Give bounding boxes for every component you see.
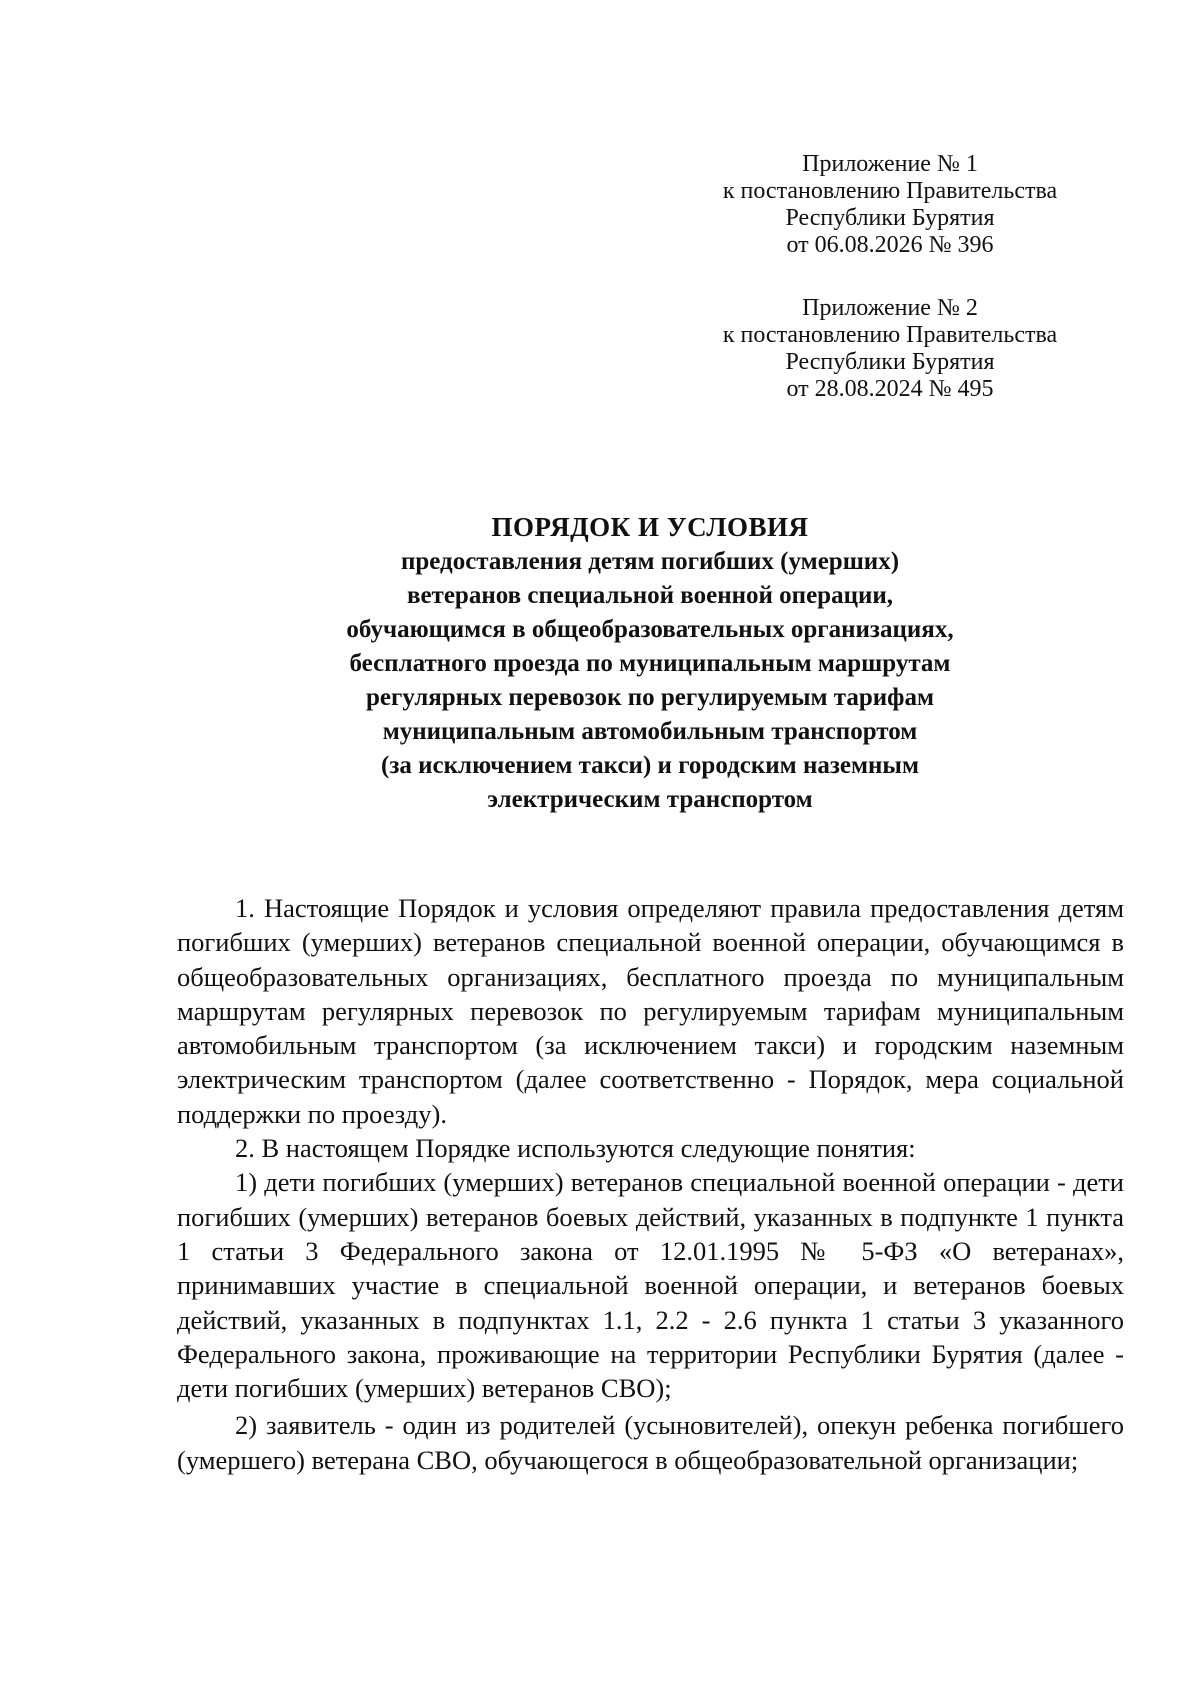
paragraph-2: 2. В настоящем Порядке используются следующие понятия: bbox=[235, 1133, 916, 1164]
annex-1-republic: Республики Бурятия bbox=[785, 205, 995, 231]
title-line: предоставления детям погибших (умерших) bbox=[400, 548, 900, 575]
annex-2-resolution: к постановлению Правительства bbox=[722, 322, 1058, 348]
document-body bbox=[177, 891, 1124, 1477]
title-line: (за исключением такси) и городским наземным bbox=[381, 752, 919, 779]
title-line: ветеранов специальной военной операции, bbox=[406, 582, 894, 609]
annex-1-date: от 06.08.2026 № 396 bbox=[786, 232, 994, 258]
title-main: ПОРЯДОК И УСЛОВИЯ bbox=[491, 512, 809, 542]
document-title bbox=[250, 509, 1050, 817]
title-line: регулярных перевозок по регулируемым тарифам bbox=[365, 684, 934, 711]
title-line: муниципальным автомобильным транспортом bbox=[382, 718, 918, 745]
annex-1-header bbox=[700, 151, 1080, 259]
paragraph-1: 1. Настоящие Порядок и условия определяют правила предоставления детям погибших (умерших) ветеранов специальной военной операции, обучающимся в общеобразовательных организациях, бесплатного проезда по муниципальным маршрутам регулярных перевозок по регулируемым тарифам муниципальным автомобильным транспортом (за исключением такси) и городским наземным электрическим транспортом (далее соответственно - Порядок, мера социальной поддержки по проезду). bbox=[177, 893, 1124, 1129]
title-line: обучающимся в общеобразовательных организациях, bbox=[346, 616, 954, 643]
paragraph-definition-1: 1) дети погибших (умерших) ветеранов специальной военной операции - дети погибших (умерших) ветеранов боевых действий, указанных в подпункте 1 пункта 1 статьи 3 Федерального закона от 12.01.1995 № 5-ФЗ «О ветеранах», принимавших участие в специальной военной операции, и ветеранов боевых действий, указанных в подпунктах 1.1, 2.2 - 2.6 пункта 1 статьи 3 указанного Федерального закона, проживающие на территории Республики Бурятия (далее - дети погибших (умерших) ветеранов СВО); bbox=[177, 1167, 1124, 1404]
title-line: электрическим транспортом bbox=[487, 786, 813, 813]
annex-2-date: от 28.08.2024 № 495 bbox=[786, 376, 994, 402]
annex-1-resolution: к постановлению Правительства bbox=[722, 178, 1058, 204]
paragraph-definition-2: 2) заявитель - один из родителей (усыновителей), опекун ребенка погибшего (умершего) ветерана СВО, обучающегося в общеобразовательной организации; bbox=[177, 1410, 1124, 1475]
annex-2-republic: Республики Бурятия bbox=[785, 349, 995, 375]
title-line: бесплатного проезда по муниципальным маршрутам bbox=[349, 650, 951, 677]
annex-1-number: Приложение № 1 bbox=[802, 151, 978, 177]
annex-2-number: Приложение № 2 bbox=[802, 295, 978, 321]
annex-2-header bbox=[700, 295, 1080, 403]
